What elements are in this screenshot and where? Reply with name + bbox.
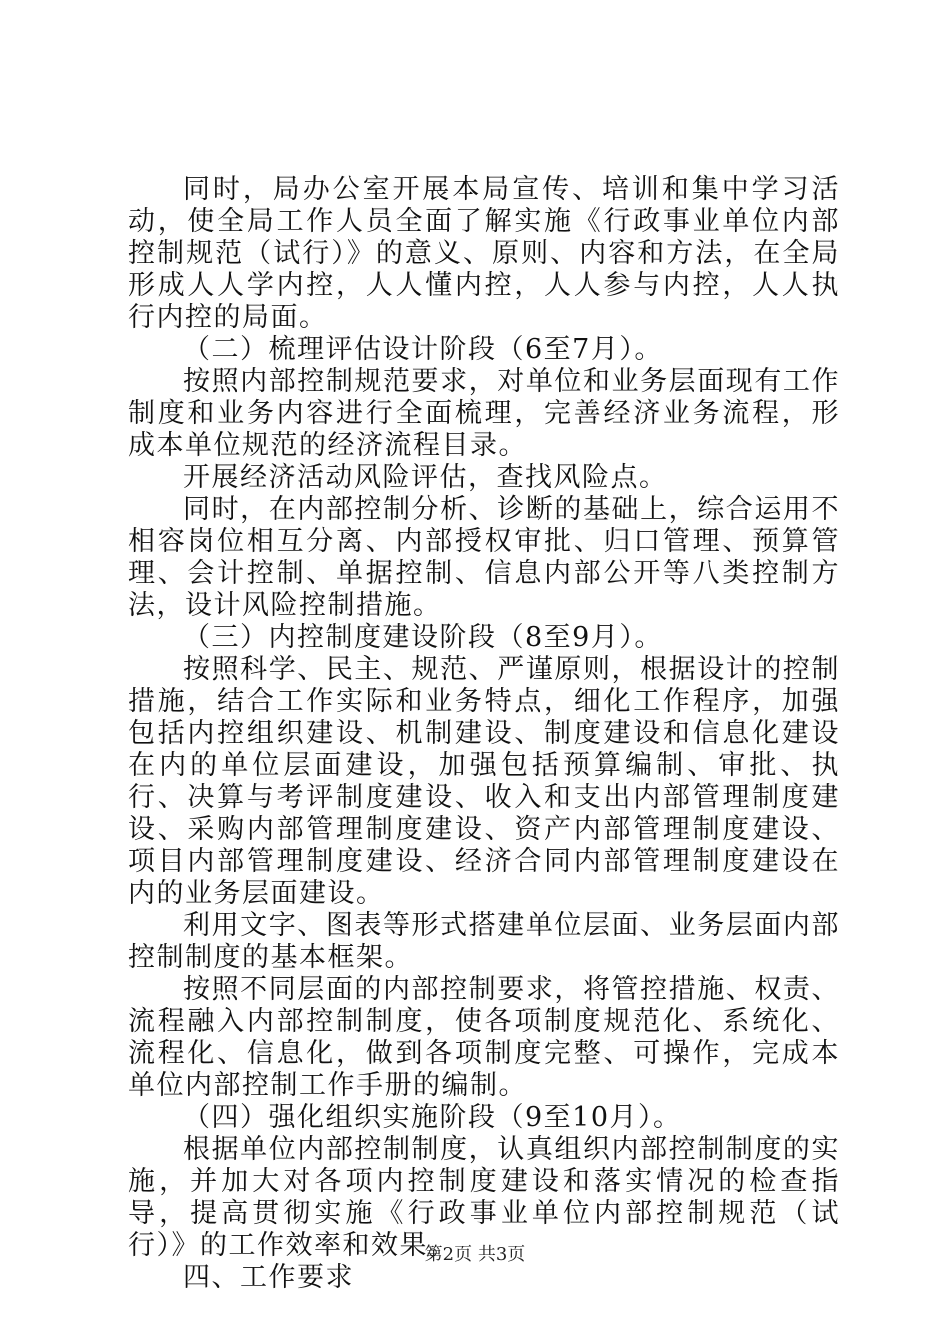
paragraph-control-methods: 同时，在内部控制分析、诊断的基础上，综合运用不相容岗位相互分离、内部授权审批、归口管理、预算管理、会计控制、单据控制、信息内部公开等八类控制方法，设计风险控制措施。 (128, 494, 840, 621)
paragraph-publicity: 同时，局办公室开展本局宣传、培训和集中学习活动，使全局工作人员全面了解实施《行政事业单位内部控制规范（试行）》的意义、原则、内容和方法，在全局形成人人学内控，人人懂内控，人人参与内控，人人执行内控的局面。 (128, 174, 840, 333)
section-heading-stage-2: （二）梳理评估设计阶段（6至7月）。 (183, 334, 663, 365)
paragraph-review: 按照内部控制规范要求，对单位和业务层面现有工作制度和业务内容进行全面梳理，完善经济业务流程，形成本单位规范的经济流程目录。 (128, 366, 840, 461)
section-heading-requirements: 四、工作要求 (183, 1262, 354, 1293)
page-number-footer: 第2页 共3页 (424, 1244, 526, 1265)
section-heading-stage-4: （四）强化组织实施阶段（9至10月）。 (183, 1102, 682, 1133)
paragraph-implementation: 根据单位内部控制制度，认真组织内部控制制度的实施，并加大对各项内控制度建设和落实情况的检查指导，提高贯彻实施《行政事业单位内部控制规范（试行）》的工作效率和效果。 (128, 1134, 840, 1261)
paragraph-risk-assessment: 开展经济活动风险评估，查找风险点。 (183, 462, 668, 493)
section-heading-stage-3: （三）内控制度建设阶段（8至9月）。 (183, 622, 663, 653)
paragraph-system-building: 按照科学、民主、规范、严谨原则，根据设计的控制措施，结合工作实际和业务特点，细化工作程序，加强包括内控组织建设、机制建设、制度建设和信息化建设在内的单位层面建设，加强包括预算编制、审批、执行、决算与考评制度建设、收入和支出内部管理制度建设、采购内部管理制度建设、资产内部管理制度建设、项目内部管理制度建设、经济合同内部管理制度建设在内的业务层面建设。 (128, 654, 840, 909)
paragraph-framework: 利用文字、图表等形式搭建单位层面、业务层面内部控制制度的基本框架。 (128, 910, 840, 973)
paragraph-manual: 按照不同层面的内部控制要求，将管控措施、权责、流程融入内部控制制度，使各项制度规范化、系统化、流程化、信息化，做到各项制度完整、可操作，完成本单位内部控制工作手册的编制。 (128, 974, 840, 1101)
document-body (128, 174, 840, 1294)
